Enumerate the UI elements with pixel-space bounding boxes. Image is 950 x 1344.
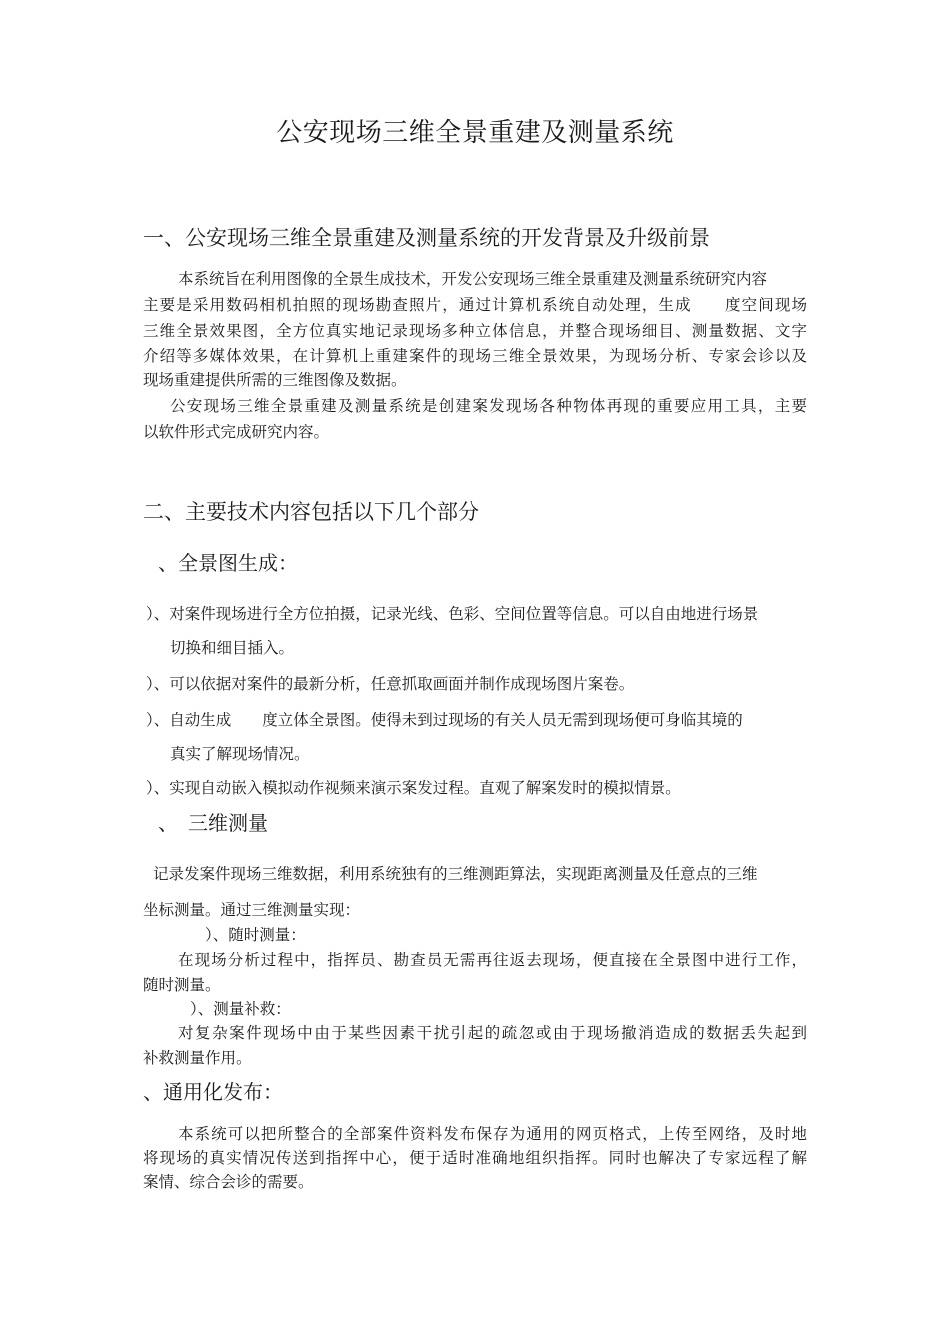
sub1-heading: 、全景图生成：: [158, 551, 298, 575]
sub2-heading: 、 三维测量: [158, 811, 268, 835]
sub1-item-line: 真实了解现场情况。: [170, 745, 310, 763]
sub1-item-line: 切换和细目插入。: [170, 639, 295, 657]
document-title: 公安现场三维全景重建及测量系统: [276, 118, 674, 148]
sub2-intro-line: 坐标测量。通过三维测量实现：: [143, 901, 361, 919]
sub2-item2-label: ）、测量补救：: [190, 1000, 291, 1018]
section1-p1-line: 三维全景效果图，全方位真实地记录现场多种立体信息，并整合现场细目、测量数据、文字: [143, 322, 807, 340]
section1-p1-line: 介绍等多媒体效果，在计算机上重建案件的现场三维全景效果，为现场分析、专家会诊以及: [143, 347, 807, 365]
sub1-item-line: ）、自动生成 度立体全景图。使得未到过现场的有关人员无需到现场便可身临其境的: [146, 711, 743, 729]
sub3-text-line: 将现场的真实情况传送到指挥中心，便于适时准确地组织指挥。同时也解决了专家远程了解: [143, 1149, 807, 1167]
sub2-item2-text-line: 补救测量作用。: [143, 1049, 252, 1067]
sub2-item1-text-line: 随时测量。: [143, 976, 221, 994]
sub1-item-line: ）、对案件现场进行全方位拍摄，记录光线、色彩、空间位置等信息。可以自由地进行场景: [146, 605, 759, 623]
sub1-item-line: ）、可以依据对案件的最新分析，任意抓取画面并制作成现场图片案卷。: [146, 675, 635, 693]
sub2-item1-text-line: 在现场分析过程中，指挥员、勘查员无需再往返去现场，便直接在全景图中进行工作，: [178, 951, 807, 969]
section2-heading: 二、主要技术内容包括以下几个部分: [143, 500, 479, 524]
sub2-item2-text-line: 对复杂案件现场中由于某些因素干扰引起的疏忽或由于现场撤消造成的数据丢失起到: [178, 1024, 807, 1042]
sub3-heading: 、通用化发布：: [143, 1080, 283, 1104]
sub3-text-line: 案情、综合会诊的需要。: [143, 1173, 314, 1191]
sub3-text-line: 本系统可以把所整合的全部案件资料发布保存为通用的网页格式，上传至网络，及时地: [178, 1125, 807, 1143]
section1-p1-line: 现场重建提供所需的三维图像及数据。: [143, 371, 407, 389]
section1-p2-line: 公安现场三维全景重建及测量系统是创建案发现场各种物体再现的重要应用工具，主要: [170, 397, 807, 415]
sub2-intro-line: 记录发案件现场三维数据，利用系统独有的三维测距算法，实现距离测量及任意点的三维: [153, 865, 758, 883]
section1-p1-line: 本系统旨在利用图像的全景生成技术，开发公安现场三维全景重建及测量系统研究内容: [178, 270, 768, 288]
section1-heading: 一、公安现场三维全景重建及测量系统的开发背景及升级前景: [143, 226, 710, 250]
sub1-item-line: ）、实现自动嵌入模拟动作视频来演示案发过程。直观了解案发时的模拟情景。: [146, 779, 681, 797]
section1-p2-line: 以软件形式完成研究内容。: [143, 423, 330, 441]
section1-p1-line: 主要是采用数码相机拍照的现场勘查照片，通过计算机系统自动处理，生成 度空间现场: [143, 296, 807, 314]
sub2-item1-label: ）、随时测量：: [205, 926, 306, 944]
